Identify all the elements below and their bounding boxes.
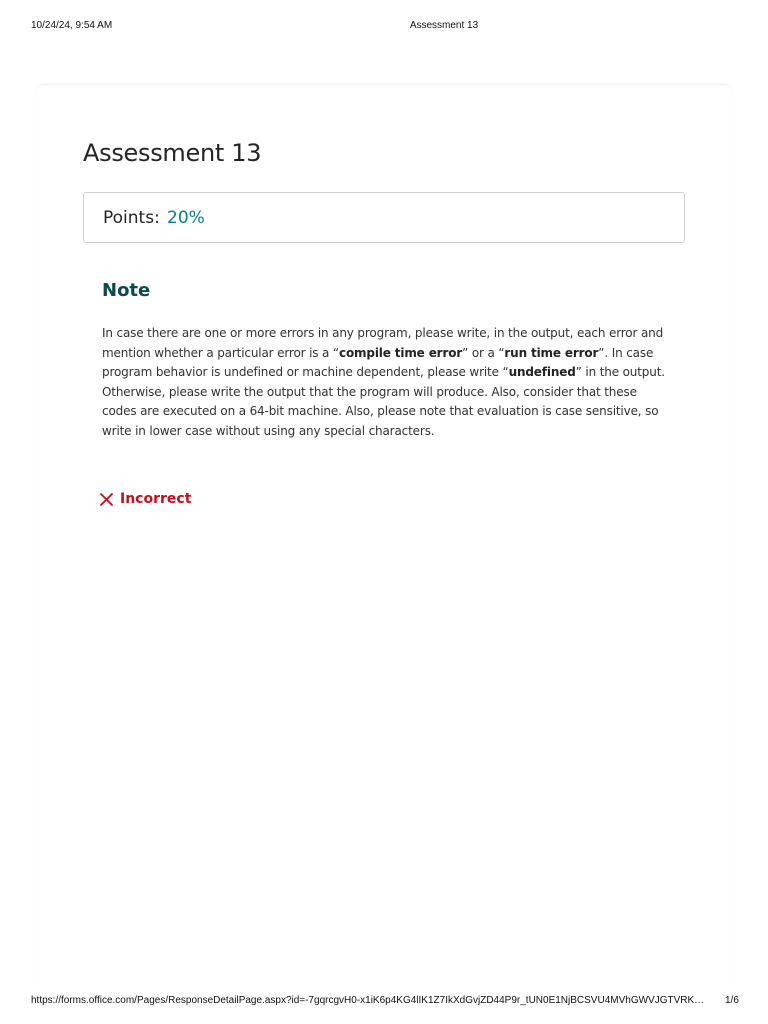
print-url: https://forms.office.com/Pages/ResponseDetailPage.aspx?id=-7gqrcgvH0-x1iK6p4KG4lIK1Z7IkXdGvjZD44P9r_tUN0E1NjBCSVU4MVhGWVJGTVRK… (31, 995, 705, 1006)
points-box (83, 192, 685, 243)
print-page-number: 1/6 (725, 995, 739, 1006)
result-label: Incorrect (120, 491, 192, 507)
print-doc-title: Assessment 13 (409, 20, 479, 31)
print-footer (0, 995, 768, 1009)
note-undefined: undefined (508, 365, 576, 379)
print-datetime: 10/24/24, 9:54 AM (31, 20, 113, 31)
page-title: Assessment 13 (83, 139, 262, 167)
note-run-time-error: run time error (504, 345, 599, 360)
note-text-3: ”. In case program behavior is undefined or machine dependent, please write “ (102, 345, 654, 379)
note-compile-time-error: compile time error (338, 345, 463, 360)
result-status (99, 489, 191, 509)
print-header (0, 20, 768, 34)
note-heading: Note (102, 280, 151, 301)
close-icon (99, 492, 114, 507)
note-text-2: ” or a “ (462, 345, 505, 360)
points-value: 20% (167, 208, 205, 228)
note-text-4: ” in the output. Otherwise, please write the output that the program will produce. Also, consider that these codes are executed on a 64-bit machine. Also, please note that evaluation is case sensitive, so write in lower case without using any special characters. (102, 365, 665, 438)
points-label: Points: (103, 208, 160, 228)
note-body (102, 324, 674, 441)
note-text-1: In case there are one or more errors in any program, please write, in the output, each error and mention whether a particular error is a “ (102, 326, 664, 360)
